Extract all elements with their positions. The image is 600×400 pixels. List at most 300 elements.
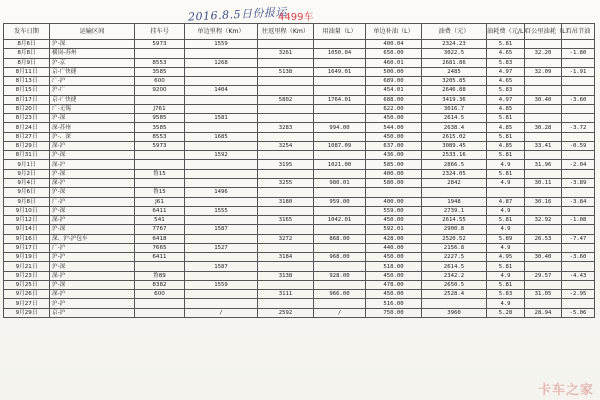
table-cell: 2614.55 (422, 216, 487, 225)
col-header: 发车日期 (4, 24, 50, 40)
table-cell: 5138 (258, 67, 314, 76)
table-cell: 深-沪 (50, 290, 135, 299)
table-cell (258, 58, 314, 67)
table-cell: 5.81 (487, 132, 525, 141)
table-cell: 30.40 (525, 253, 562, 262)
table-cell: -3.89 (562, 178, 595, 187)
table-row (4, 77, 595, 86)
table-cell (525, 262, 562, 271)
table-cell: 3585 (135, 67, 185, 76)
table-cell: 3138 (258, 271, 314, 280)
table-cell: 5.83 (487, 86, 525, 95)
table-cell (135, 299, 185, 308)
table-cell: -1.80 (562, 49, 595, 58)
table-cell: 1559 (185, 280, 258, 289)
table-cell (135, 262, 185, 271)
table-cell: / (314, 308, 366, 317)
table-cell (562, 188, 595, 197)
table-cell: 32.20 (525, 49, 562, 58)
table-cell: 688.00 (366, 95, 422, 104)
table-cell: 600 (135, 290, 185, 299)
table-cell: 8月27日 (4, 132, 50, 141)
table-cell (185, 290, 258, 299)
table-cell: 9月17日 (4, 243, 50, 252)
table-cell (135, 308, 185, 317)
table-cell: 4.9 (487, 299, 525, 308)
table-cell: 30.11 (525, 178, 562, 187)
table-cell: 1555 (185, 206, 258, 215)
table-cell: 450.00 (366, 216, 422, 225)
table-cell (314, 225, 366, 234)
table-cell: 33.41 (525, 141, 562, 150)
table-cell: 585.00 (366, 160, 422, 169)
table-cell: 622.00 (366, 104, 422, 113)
table-cell: 516.00 (366, 299, 422, 308)
table-cell (185, 104, 258, 113)
table-cell: 沪-深 (50, 40, 135, 49)
table-cell: 沪-深 (50, 114, 135, 123)
table-cell (525, 169, 562, 178)
table-cell: 2614.5 (422, 114, 487, 123)
table-cell: 1042.01 (314, 216, 366, 225)
table-cell: 7767 (135, 225, 185, 234)
table-cell (562, 77, 595, 86)
table-cell: 4.9 (487, 206, 525, 215)
table-cell (258, 206, 314, 215)
table-cell (314, 40, 366, 49)
table-cell: 966.00 (314, 290, 366, 299)
table-cell: 5.81 (487, 40, 525, 49)
table-header-row (4, 24, 595, 40)
table-cell: 京-广快捷 (50, 95, 135, 104)
table-cell (258, 280, 314, 289)
table-cell: 4.65 (487, 77, 525, 86)
table-cell (185, 123, 258, 132)
table-cell: 沪-深 (50, 151, 135, 160)
table-row (4, 299, 595, 308)
table-cell: 3165 (258, 216, 314, 225)
table-cell: -1.08 (562, 216, 595, 225)
table-cell: 9月21日 (4, 262, 50, 271)
table-cell: J61 (135, 197, 185, 206)
table-row (4, 216, 595, 225)
table-row (4, 67, 595, 76)
table-cell (258, 86, 314, 95)
table-cell: -3.72 (562, 123, 595, 132)
table-row (4, 86, 595, 95)
table-cell: 4.9 (487, 243, 525, 252)
table-cell: 31.96 (525, 160, 562, 169)
table-cell: 3111 (258, 290, 314, 299)
table-cell: 沪-深 (50, 225, 135, 234)
table-cell: 5.83 (487, 290, 525, 299)
table-cell (258, 299, 314, 308)
table-cell (525, 280, 562, 289)
table-cell: 5.89 (487, 234, 525, 243)
table-row (4, 49, 595, 58)
table-row (4, 95, 595, 104)
table-cell: 3016.7 (422, 104, 487, 113)
table-cell: 3255 (258, 178, 314, 187)
table-cell: 9月6日 (4, 188, 50, 197)
table-cell: 8月24日 (4, 123, 50, 132)
table-cell: 428.00 (366, 234, 422, 243)
table-cell: 深-苏州 (50, 123, 135, 132)
table-row (4, 132, 595, 141)
table-cell (525, 243, 562, 252)
table-cell (525, 132, 562, 141)
table-cell: 637.00 (366, 141, 422, 150)
table-cell: -3.60 (562, 95, 595, 104)
table-cell: 9月8日 (4, 197, 50, 206)
table-cell: 454.01 (366, 86, 422, 95)
table-cell (258, 262, 314, 271)
table-cell: 440.00 (366, 243, 422, 252)
table-cell (185, 141, 258, 150)
table-cell: 深-沪 (50, 216, 135, 225)
table-cell: 5.81 (487, 114, 525, 123)
table-cell: 广-沪 (50, 197, 135, 206)
table-cell: 8月17日 (4, 95, 50, 104)
table-row (4, 234, 595, 243)
table-cell: 9200 (135, 86, 185, 95)
table-cell: -2.95 (562, 290, 595, 299)
table-cell (562, 58, 595, 67)
table-cell: 7665 (135, 243, 185, 252)
table-cell: 1559 (185, 40, 258, 49)
table-cell: 9月10日 (4, 206, 50, 215)
table-cell: 沪-深 (50, 262, 135, 271)
table-cell: -0.59 (562, 141, 595, 150)
table-cell (562, 280, 595, 289)
table-cell: 9月14日 (4, 225, 50, 234)
table-cell: 450.00 (366, 253, 422, 262)
table-cell: 4.65 (487, 49, 525, 58)
table-cell (562, 132, 595, 141)
table-cell: 2227.5 (422, 253, 487, 262)
table-cell (562, 40, 595, 49)
table-cell: 689.00 (366, 77, 422, 86)
table-cell (525, 151, 562, 160)
table-cell: 沪-广 (50, 86, 135, 95)
col-header: 油耗费（元/L） (487, 24, 525, 40)
table-cell: 5802 (258, 95, 314, 104)
table-cell (135, 151, 185, 160)
table-cell: -2.04 (562, 160, 595, 169)
table-cell (258, 188, 314, 197)
table-cell: 9月1日 (4, 160, 50, 169)
table-cell: 559.00 (366, 206, 422, 215)
table-cell: 3089.45 (422, 141, 487, 150)
table-row (4, 160, 595, 169)
table-cell: 436.00 (366, 151, 422, 160)
table-cell: / (185, 308, 258, 317)
table-row (4, 151, 595, 160)
table-cell: 3960 (422, 308, 487, 317)
table-cell: 深-沪 (50, 160, 135, 169)
table-cell: 959.00 (314, 197, 366, 206)
table-cell: 8月11日 (4, 67, 50, 76)
table-cell (135, 160, 185, 169)
table-row (4, 40, 595, 49)
table-cell: 8月6日 (4, 40, 50, 49)
table-cell: 1527 (185, 243, 258, 252)
table-cell: -4.43 (562, 271, 595, 280)
table-cell (525, 299, 562, 308)
table-cell (314, 86, 366, 95)
table-cell: 9月23日 (4, 271, 50, 280)
table-cell: 2520.52 (422, 234, 487, 243)
table-cell: 沪-沪 (50, 253, 135, 262)
table-cell (135, 49, 185, 58)
table-cell: 9月19日 (4, 253, 50, 262)
table-cell: 1592 (185, 151, 258, 160)
table-cell: 750.00 (366, 308, 422, 317)
table-cell: 8月20日 (4, 104, 50, 113)
table-row (4, 290, 595, 299)
table-cell: 沪-深 (50, 188, 135, 197)
table-cell (258, 77, 314, 86)
table-cell (422, 299, 487, 308)
table-cell: 9月29日 (4, 308, 50, 317)
table-cell: 2842 (422, 178, 487, 187)
table-cell: -5.06 (562, 308, 595, 317)
table-cell: 广-沪 (50, 77, 135, 86)
col-header: 油费（元） (422, 24, 487, 40)
table-cell (314, 299, 366, 308)
table-cell (314, 132, 366, 141)
table-cell: 32.09 (525, 67, 562, 76)
table-cell (314, 77, 366, 86)
table-cell: 400.00 (366, 197, 422, 206)
table-cell: -1.91 (562, 67, 595, 76)
table-cell: 8月9日 (4, 58, 50, 67)
table-cell: 450.00 (366, 271, 422, 280)
table-cell: 5.81 (487, 151, 525, 160)
table-cell: 2900.8 (422, 225, 487, 234)
table-cell (258, 169, 314, 178)
table-cell (562, 225, 595, 234)
handwritten-total: 4499车 (278, 12, 314, 23)
table-cell: 深-沪 (50, 178, 135, 187)
col-header: 单边补油（L） (366, 24, 422, 40)
table-cell: 6411 (135, 253, 185, 262)
table-cell: 2866.5 (422, 160, 487, 169)
table-cell: 2324.05 (422, 169, 487, 178)
table-cell: 650.00 (366, 49, 422, 58)
table-row (4, 178, 595, 187)
table-cell: 450.00 (366, 114, 422, 123)
table-cell: 8月31日 (4, 151, 50, 160)
table-cell: 2650.5 (422, 280, 487, 289)
table-cell (185, 160, 258, 169)
col-header: 往返里程（Km） (258, 24, 314, 40)
table-cell: 9月2日 (4, 169, 50, 178)
fuel-ledger-table (3, 23, 595, 318)
table-cell: 980.01 (314, 178, 366, 187)
table-cell (314, 243, 366, 252)
col-header: 单边里程（Km） (185, 24, 258, 40)
table-cell: 1587 (185, 225, 258, 234)
table-row (4, 104, 595, 113)
table-cell: 2592 (258, 308, 314, 317)
table-cell: 544.00 (366, 123, 422, 132)
table-cell: 30.16 (525, 197, 562, 206)
table-cell: 9月4日 (4, 178, 50, 187)
table-cell: 9月16日 (4, 234, 50, 243)
table-cell (314, 262, 366, 271)
table-cell (525, 206, 562, 215)
table-cell: 1404 (185, 86, 258, 95)
table-cell (562, 299, 595, 308)
table-cell: 400.04 (366, 40, 422, 49)
table-cell: 8553 (135, 132, 185, 141)
table-cell (185, 49, 258, 58)
table-cell (525, 114, 562, 123)
table-cell: 1581 (185, 114, 258, 123)
handwritten-title: 2016.8.5日份报运 (187, 5, 288, 24)
table-cell: 3272 (258, 234, 314, 243)
table-row (4, 141, 595, 150)
table-cell: 500.00 (366, 67, 422, 76)
table-cell: 5.28 (487, 308, 525, 317)
ledger-body (4, 40, 595, 318)
table-cell: 4.87 (487, 197, 525, 206)
table-cell: 1087.09 (314, 141, 366, 150)
table-row (4, 253, 595, 262)
table-cell: 9月12日 (4, 216, 50, 225)
table-cell: 3180 (258, 197, 314, 206)
table-cell: 深-沪 (50, 141, 135, 150)
table-cell: 深、沪-沪包车 (50, 234, 135, 243)
table-cell: 26.53 (525, 234, 562, 243)
table-cell (422, 188, 487, 197)
table-cell: 5973 (135, 40, 185, 49)
table-cell: J761 (135, 104, 185, 113)
table-cell (314, 169, 366, 178)
col-header: 运输区间 (50, 24, 135, 40)
table-cell (258, 104, 314, 113)
table-cell (185, 234, 258, 243)
table-row (4, 188, 595, 197)
table-cell (185, 197, 258, 206)
table-row (4, 123, 595, 132)
table-cell: 5.83 (487, 58, 525, 67)
table-cell (314, 188, 366, 197)
table-cell: 2533.16 (422, 151, 487, 160)
table-cell: 2614.5 (422, 262, 487, 271)
table-cell: 3184 (258, 253, 314, 262)
table-cell: 4.85 (487, 123, 525, 132)
table-cell: 2646.88 (422, 86, 487, 95)
table-cell: 沪-深 (50, 206, 135, 215)
table-cell: 1496 (185, 188, 258, 197)
table-cell: 5973 (135, 141, 185, 150)
table-cell (525, 225, 562, 234)
table-cell: 京-沪 (50, 308, 135, 317)
table-cell: 3022.5 (422, 49, 487, 58)
table-row (4, 308, 595, 317)
table-cell (562, 151, 595, 160)
table-cell: 450.00 (366, 290, 422, 299)
table-cell (525, 58, 562, 67)
table-cell: 3261 (258, 49, 314, 58)
table-cell: 4.9 (487, 225, 525, 234)
table-cell: 沪-深 (50, 169, 135, 178)
table-cell: 沪-京 (50, 58, 135, 67)
table-cell: 2681.86 (422, 58, 487, 67)
table-cell (185, 271, 258, 280)
table-cell (562, 104, 595, 113)
table-row (4, 271, 595, 280)
table-cell (258, 243, 314, 252)
table-cell: 8月29日 (4, 141, 50, 150)
table-cell (562, 206, 595, 215)
table-cell: 4.9 (487, 178, 525, 187)
table-cell: 9585 (135, 114, 185, 123)
table-cell: 6411 (135, 206, 185, 215)
table-cell: 3195 (258, 160, 314, 169)
table-cell: 2342.2 (422, 271, 487, 280)
table-cell (135, 95, 185, 104)
table-cell (314, 206, 366, 215)
table-cell: 30.40 (525, 95, 562, 104)
table-cell (487, 188, 525, 197)
table-cell: 鲁89 (135, 271, 185, 280)
table-cell: 8月15日 (4, 86, 50, 95)
table-cell (258, 225, 314, 234)
table-row (4, 262, 595, 271)
table-cell (562, 243, 595, 252)
table-cell (562, 86, 595, 95)
table-cell: 9月27日 (4, 299, 50, 308)
table-cell (525, 40, 562, 49)
table-cell: 沪-沪 (50, 299, 135, 308)
table-cell: 1268 (185, 58, 258, 67)
col-header: 百吊节油 (562, 24, 595, 40)
table-cell (562, 114, 595, 123)
table-cell: 8553 (135, 58, 185, 67)
col-header: 挂车号 (135, 24, 185, 40)
col-header: 百公里油耗（L） (525, 24, 562, 40)
table-cell: 3585 (135, 123, 185, 132)
table-cell: 2156.8 (422, 243, 487, 252)
table-cell: 3283 (258, 123, 314, 132)
table-cell: 4.9 (487, 160, 525, 169)
table-cell (185, 299, 258, 308)
table-cell: -7.47 (562, 234, 595, 243)
table-cell (562, 169, 595, 178)
table-cell (185, 216, 258, 225)
table-row (4, 114, 595, 123)
table-cell: -3.84 (562, 197, 595, 206)
table-cell (366, 188, 422, 197)
table-cell (135, 178, 185, 187)
table-cell: 2485 (422, 67, 487, 76)
table-cell: 541 (135, 216, 185, 225)
table-cell (525, 77, 562, 86)
table-cell: 2528.4 (422, 290, 487, 299)
table-cell: 2615.02 (422, 132, 487, 141)
table-cell (185, 253, 258, 262)
table-cell: 5.81 (487, 169, 525, 178)
table-cell: 鲁15 (135, 188, 185, 197)
table-cell: 32.92 (525, 216, 562, 225)
table-cell: 4.97 (487, 67, 525, 76)
table-cell: 31.05 (525, 290, 562, 299)
table-cell: 1764.01 (314, 95, 366, 104)
table-cell (314, 280, 366, 289)
